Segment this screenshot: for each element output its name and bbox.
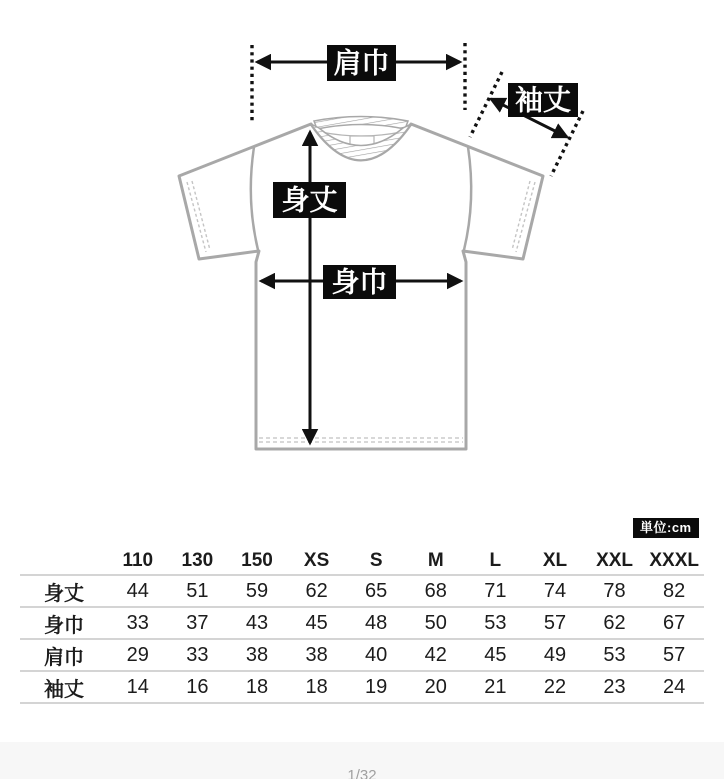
measurement-value-cell: 14 bbox=[126, 675, 149, 698]
size-column-header: M bbox=[427, 550, 444, 571]
measurement-value-cell: 57 bbox=[663, 643, 686, 666]
measurement-value-cell: 29 bbox=[126, 643, 149, 666]
shoulder-width-label bbox=[327, 45, 396, 81]
body-width-label bbox=[323, 265, 396, 299]
measurement-value-cell: 68 bbox=[424, 579, 447, 602]
size-column-header: XXL bbox=[596, 550, 634, 571]
measurement-row bbox=[20, 607, 704, 639]
measurement-value-cell: 18 bbox=[305, 675, 328, 698]
measurement-value-cell: 62 bbox=[603, 611, 626, 634]
size-table bbox=[20, 548, 704, 704]
sleeve-guide-upper bbox=[470, 72, 502, 137]
measurement-value-cell: 65 bbox=[365, 579, 388, 602]
size-column-header: 110 bbox=[122, 550, 154, 571]
measurement-value-cell: 71 bbox=[484, 579, 507, 602]
collar-back-band bbox=[314, 117, 408, 130]
measurement-value-cell: 38 bbox=[305, 643, 328, 666]
size-table-header-row bbox=[20, 548, 704, 575]
table-corner-cell bbox=[20, 548, 108, 575]
unit-badge: 単位:cm bbox=[633, 518, 699, 538]
measurement-row-label: 袖丈 bbox=[44, 678, 84, 701]
sleeve-guide-lower bbox=[551, 111, 583, 176]
measurement-value-cell: 78 bbox=[603, 579, 626, 602]
measurement-value-cell: 22 bbox=[543, 675, 567, 698]
measurement-value-cell: 38 bbox=[245, 643, 269, 666]
size-column-header: S bbox=[369, 550, 383, 571]
measurement-value-cell: 49 bbox=[543, 643, 567, 666]
svg-text:袖丈: 袖丈 bbox=[514, 84, 572, 116]
measurement-value-cell: 23 bbox=[603, 675, 626, 698]
sleeve-length-label bbox=[508, 83, 578, 117]
measurement-row bbox=[20, 575, 704, 607]
measurement-value-cell: 42 bbox=[424, 643, 447, 666]
svg-text:身丈: 身丈 bbox=[281, 184, 338, 216]
measurement-value-cell: 44 bbox=[126, 579, 149, 602]
size-column-header: XL bbox=[542, 550, 568, 571]
measurement-value-cell: 51 bbox=[186, 579, 209, 602]
measurement-value-cell: 16 bbox=[186, 675, 209, 698]
measurement-value-cell: 53 bbox=[484, 611, 507, 634]
measurement-value-cell: 62 bbox=[305, 579, 328, 602]
measurement-value-cell: 21 bbox=[484, 675, 507, 698]
svg-text:肩巾: 肩巾 bbox=[333, 47, 390, 79]
measurement-value-cell: 37 bbox=[186, 611, 209, 634]
measurement-value-cell: 18 bbox=[245, 675, 269, 698]
measurement-value-cell: 48 bbox=[365, 611, 388, 634]
measurement-row bbox=[20, 639, 704, 671]
measurement-value-cell: 45 bbox=[484, 643, 507, 666]
measurement-row-label: 身巾 bbox=[44, 614, 84, 637]
collar-inner-seam bbox=[321, 132, 401, 136]
measurement-value-cell: 33 bbox=[186, 643, 209, 666]
measurement-value-cell: 24 bbox=[663, 675, 686, 698]
size-column-header: XS bbox=[303, 550, 330, 571]
size-column-header: 130 bbox=[181, 550, 214, 571]
size-column-header: 150 bbox=[241, 550, 273, 571]
measurement-value-cell: 19 bbox=[365, 675, 388, 698]
measurement-value-cell: 43 bbox=[245, 611, 269, 634]
measurement-value-cell: 67 bbox=[663, 611, 686, 634]
measurement-row-label: 肩巾 bbox=[44, 646, 84, 669]
measurement-value-cell: 45 bbox=[305, 611, 328, 634]
measurement-row bbox=[20, 671, 704, 703]
measurement-value-cell: 59 bbox=[245, 579, 269, 602]
measurement-value-cell: 57 bbox=[543, 611, 567, 634]
body-length-label bbox=[273, 182, 346, 218]
measurement-value-cell: 40 bbox=[365, 643, 388, 666]
size-column-header: L bbox=[489, 550, 502, 571]
measurement-value-cell: 82 bbox=[663, 579, 686, 602]
measurement-row-label: 身丈 bbox=[44, 582, 84, 605]
measurement-value-cell: 33 bbox=[126, 611, 149, 634]
measurement-value-cell: 53 bbox=[603, 643, 626, 666]
measurement-value-cell: 20 bbox=[424, 675, 447, 698]
page-indicator: 1/32 bbox=[347, 767, 377, 779]
measurement-value-cell: 50 bbox=[424, 611, 447, 634]
measurement-value-cell: 74 bbox=[543, 579, 567, 602]
svg-text:身巾: 身巾 bbox=[331, 266, 388, 298]
size-column-header: XXXL bbox=[649, 550, 699, 571]
